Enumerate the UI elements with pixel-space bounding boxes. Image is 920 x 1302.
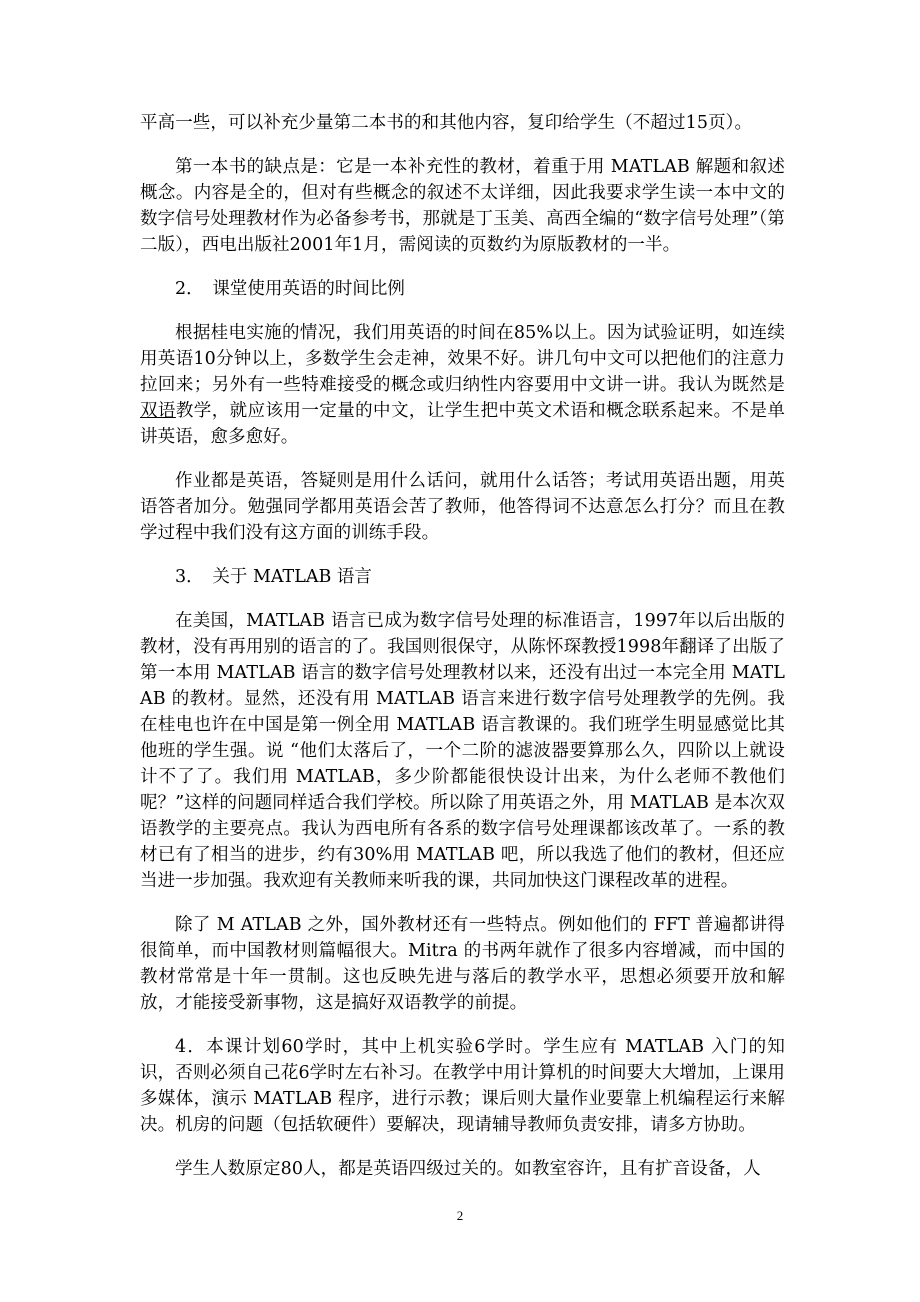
paragraph-english-usage: [140, 320, 785, 450]
paragraph-english-usage-part2: 教学，就应该用一定量的中文，让学生把中英文术语和概念联系起来。不是单讲英语，愈多愈好。: [140, 401, 785, 447]
underlined-term-bilingual: 双语: [140, 401, 176, 421]
document-body: [140, 110, 785, 1182]
section-heading-english-time-ratio: 2． 课堂使用英语的时间比例: [175, 279, 405, 299]
paragraph-student-count: 学生人数原定80人，都是英语四级过关的。如教室容许，且有扩音设备，人: [175, 1159, 761, 1179]
paragraph-homework-exams: 作业都是英语，答疑则是用什么话问，就用什么话答；考试用英语出题，用英语答者加分。勉强同学都用英语会苦了教师，他答得词不达意怎么打分？而且在教学过程中我们没有这方面的训练手段。: [140, 471, 785, 543]
paragraph-matlab-standard: 在美国，MATLAB 语言已成为数字信号处理的标准语言，1997年以后出版的教材，没有再用别的语言的了。我国则很保守，从陈怀琛教授1998年翻译了出版了第一本用 MATLAB 语言的数字信号处理教材以来，还没有出过一本完全用 MATLAB 的教材。显然，还没有用 MATLAB 语言来进行数字信号处理教学的先例。我在桂电也许在中国是第一例全用 MATLAB 语言教课的。我们班学生明显感觉比其他班的学生强。说 “他们太落后了，一个二阶的滤波器要算那么久，四阶以上就设计不了了。我们用 MATLAB，多少阶都能很快设计出来，为什么老师不教他们呢？”这样的问题同样适合我们学校。所以除了用英语之外，用 MATLAB 是本次双语教学的主要亮点。我认为西电所有各系的数字信号处理课都该改革了。一系的教材已有了相当的进步，约有30%用 MATLAB 吧，所以我选了他们的教材，但还应当进一步加强。我欢迎有关教师来听我的课，共同加快这门课程改革的进程。: [140, 611, 785, 891]
paragraph-course-plan: 4．本课计划60学时，其中上机实验6学时。学生应有 MATLAB 入门的知识，否则必须自己花6学时左右补习。在教学中用计算机的时间要大大增加，上课用多媒体，演示 MATLAB 程序，进行示教；课后则大量作业要靠上机编程运行来解决。机房的问题（包括软硬件）要解决，现请辅导教师负责安排，请多方协助。: [140, 1037, 785, 1135]
paragraph-textbook-shortcomings: 第一本书的缺点是：它是一本补充性的教材，着重于用 MATLAB 解题和叙述概念。内容是全的，但对有些概念的叙述不太详细，因此我要求学生读一本中文的数字信号处理教材作为必备参考书，那就是丁玉美、高西全编的“数字信号处理”（第二版），西电出版社2001年1月，需阅读的页数约为原版教材的一半。: [140, 157, 785, 255]
paragraph-foreign-textbooks: 除了 M ATLAB 之外，国外教材还有一些特点。例如他们的 FFT 普遍都讲得很简单，而中国教材则篇幅很大。Mitra 的书两年就作了很多内容增减，而中国的教材常常是十年一贯制。这也反映先进与落后的教学水平，思想必须要开放和解放，才能接受新事物，这是搞好双语教学的前提。: [140, 915, 785, 1013]
page-number: 2: [456, 1208, 464, 1223]
paragraph-english-usage-part1: 根据桂电实施的情况，我们用英语的时间在85%以上。因为试验证明，如连续用英语10分钟以上，多数学生会走神，效果不好。讲几句中文可以把他们的注意力拉回来；另外有一些特难接受的概念或归纳性内容要用中文讲一讲。我认为既然是: [140, 323, 785, 395]
section-heading-matlab: 3． 关于 MATLAB 语言: [175, 567, 372, 587]
paragraph-continued: 平高一些，可以补充少量第二本书的和其他内容，复印给学生（不超过15页）。: [140, 113, 753, 133]
